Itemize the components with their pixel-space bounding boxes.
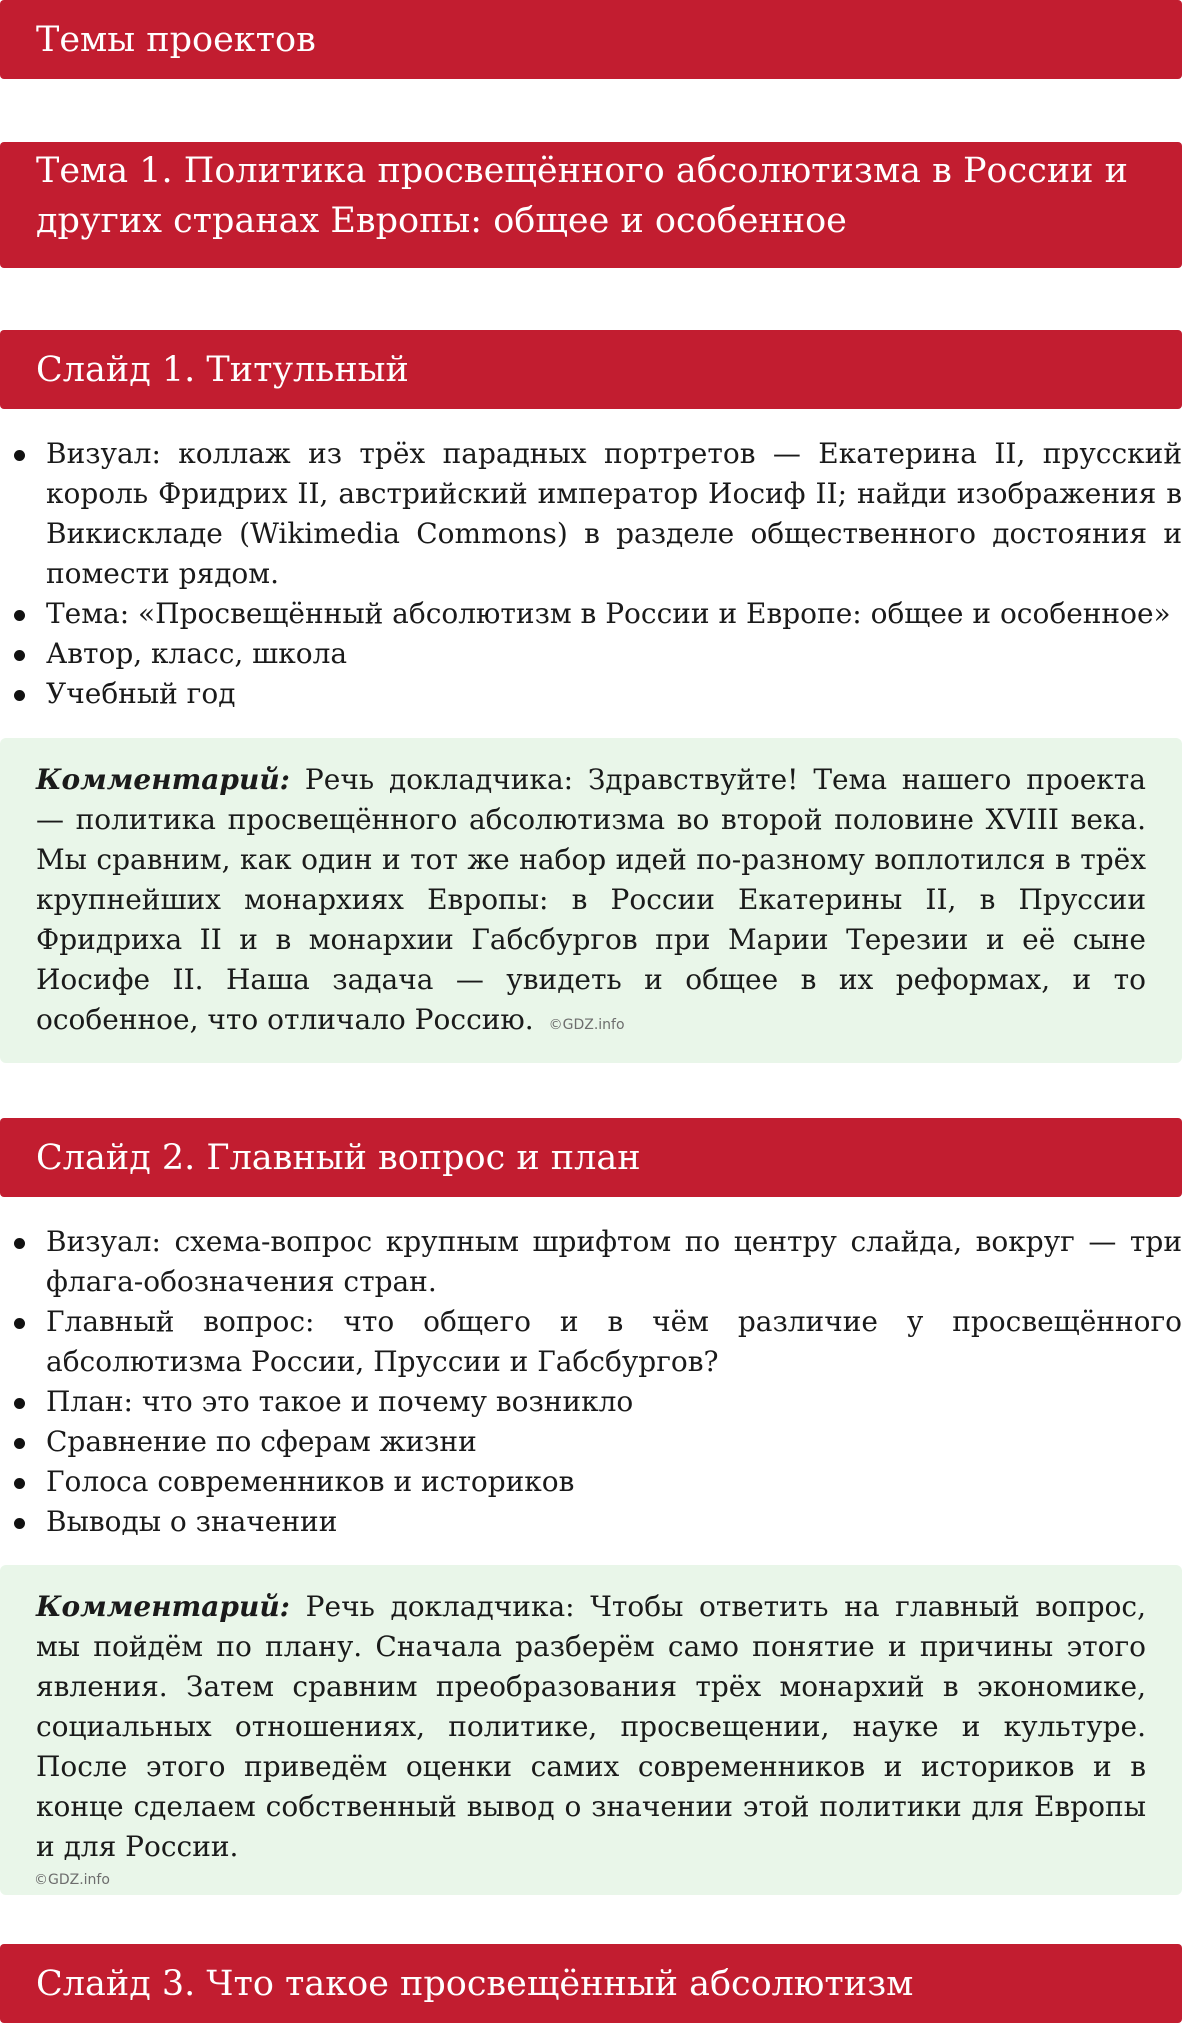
list-item: План: что это такое и почему возникло (46, 1382, 1182, 1422)
list-item: Голоса современников и историков (46, 1462, 1182, 1502)
slide-2-header (0, 1118, 1182, 1197)
list-item: Визуал: схема-вопрос крупным шрифтом по центру слайда, вокруг — три флага-обозначения стран. (46, 1222, 1182, 1302)
slide-3-title: Слайд 3. Что такое просвещённый абсолютизм (36, 1963, 914, 2004)
slide-1-header (0, 330, 1182, 409)
watermark: ©GDZ.info (548, 1017, 625, 1033)
section-header-title: Темы проектов (36, 19, 316, 60)
list-item: Выводы о значении (46, 1502, 1182, 1542)
list-item: Визуал: коллаж из трёх парадных портретов — Екатерина II, прусский король Фридрих II, австрийский император Иосиф II; найди изображения в Викискладе (Wikimedia Commons) в разделе общественного достояния и помести рядом. (46, 434, 1182, 594)
list-item: Тема: «Просвещённый абсолютизм в России и Европе: общее и особенное» (46, 594, 1182, 634)
comment-label: Комментарий: (36, 763, 291, 796)
section-header (0, 0, 1182, 79)
comment-text: Речь докладчика: Чтобы ответить на главный вопрос, мы пойдём по плану. Сначала разберём само понятие и причины этого явления. Затем сравним преобразования трёх монархий в экономике, социальных отношениях, политике, просвещении, науке и культуре. После этого приведём оценки самих современников и историков и в конце сделаем собственный вывод о значении этой политики для Европы и для России. (36, 1590, 1146, 1863)
slide-3-header (0, 1944, 1182, 2023)
comment-text: Речь докладчика: Здравствуйте! Тема нашего проекта — политика просвещённого абсолютизма во второй половине XVIII века. Мы сравним, как один и тот же набор идей по-разному воплотился в трёх крупнейших монархиях Европы: в России Екатерины II, в Пруссии Фридриха II и в монархии Габсбургов при Марии Терезии и её сыне Иосифе II. Наша задача — увидеть и общее в их реформах, и то особенное, что отличало Россию. (36, 763, 1146, 1036)
topic-title: Тема 1. Политика просвещённого абсолютизма в России и других странах Европы: общее и особенное (36, 151, 1128, 241)
slide-1-bullets (0, 434, 1182, 714)
slide-1-title: Слайд 1. Титульный (36, 349, 409, 390)
slide-2-title: Слайд 2. Главный вопрос и план (36, 1137, 641, 1178)
list-item: Автор, класс, школа (46, 634, 1182, 674)
topic-header (0, 142, 1182, 268)
list-item: Учебный год (46, 674, 1182, 714)
slide-2-bullets (0, 1222, 1182, 1542)
list-item: Главный вопрос: что общего и в чём различие у просвещённого абсолютизма России, Пруссии и Габсбургов? (46, 1302, 1182, 1382)
slide-2-comment (0, 1565, 1182, 1895)
slide-1-comment (0, 738, 1182, 1063)
list-item: Сравнение по сферам жизни (46, 1422, 1182, 1462)
comment-label: Комментарий: (36, 1590, 291, 1623)
watermark: ©GDZ.info (34, 1872, 110, 1888)
